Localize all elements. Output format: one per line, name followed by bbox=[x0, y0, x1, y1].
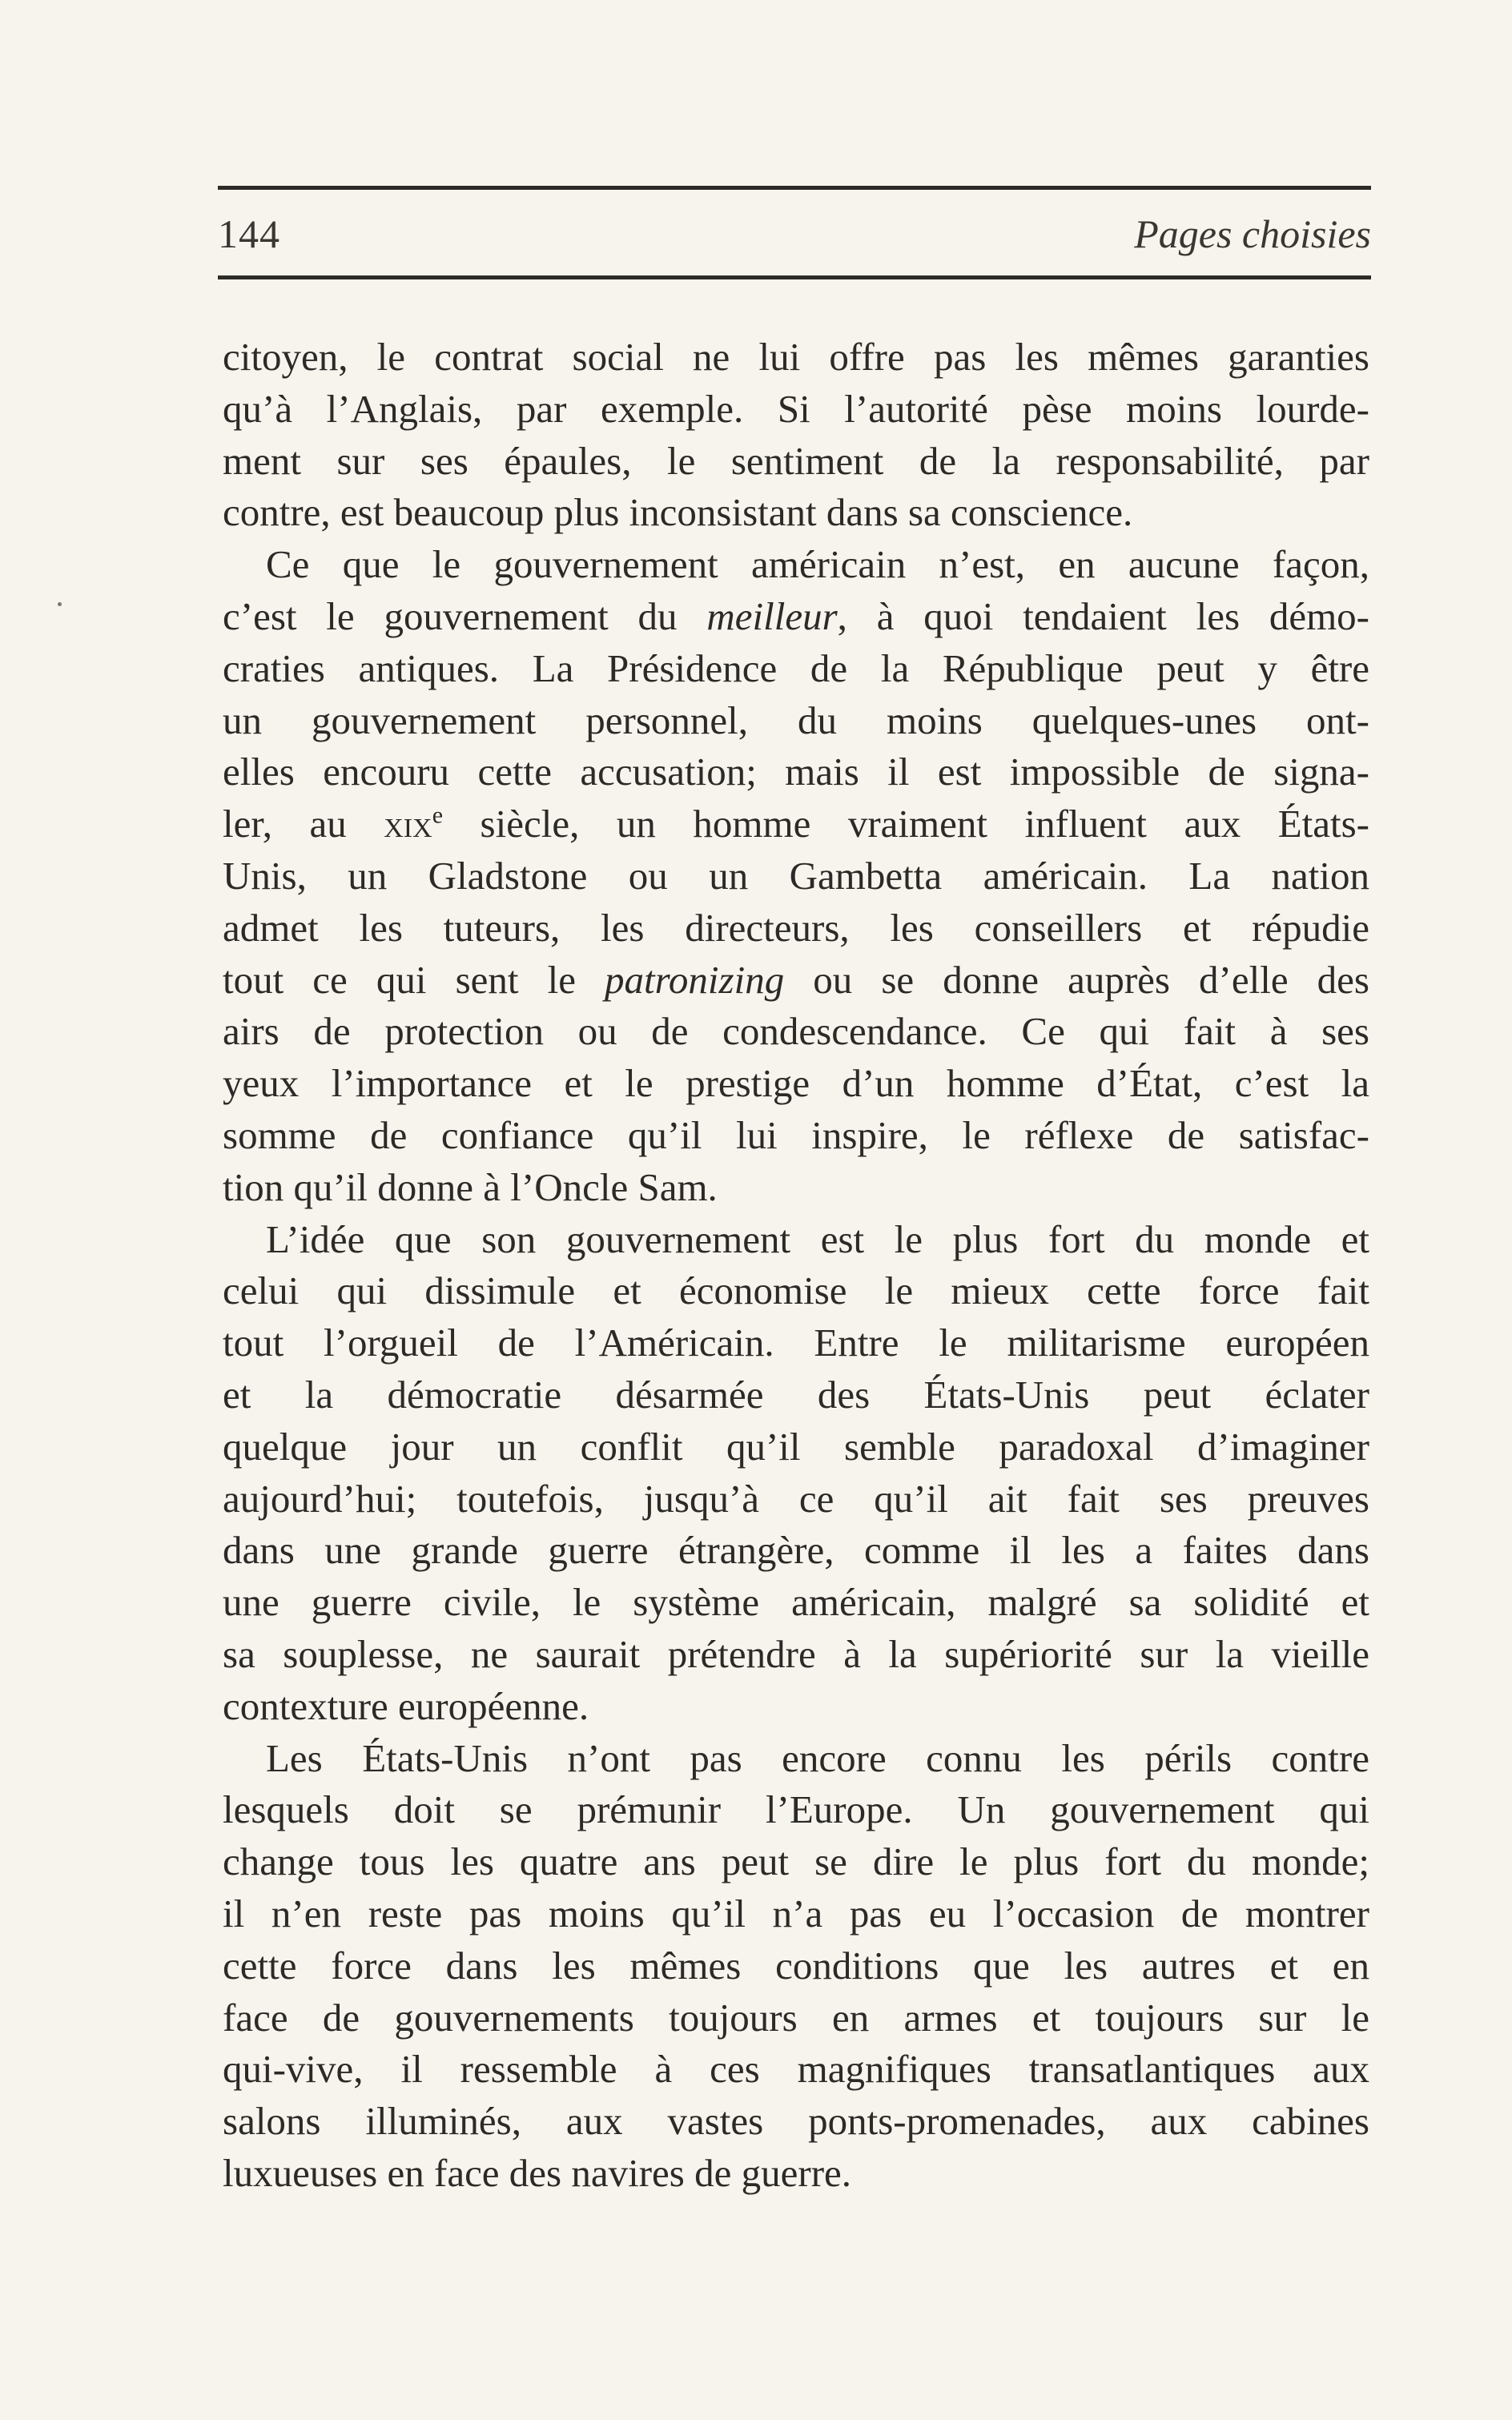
text-line-18: L’idée que son gouvernement est le plus fort du monde et bbox=[266, 1216, 1369, 1261]
text-line-14: airs de protection ou de condescendance. Ce qui fait à ses bbox=[223, 1009, 1369, 1054]
text-line-8: un gouvernement personnel, du moins quelques-unes ont- bbox=[223, 697, 1369, 742]
text-line-4: contre, est beaucoup plus inconsistant dans sa conscience. bbox=[223, 490, 1133, 535]
text-line-25: une guerre civile, le système américain, malgré sa solidité et bbox=[223, 1580, 1369, 1625]
running-head bbox=[218, 202, 1371, 266]
text-line-21: et la démocratie désarmée des États-Unis peut éclater bbox=[223, 1372, 1369, 1417]
text-line-1: citoyen, le contrat social ne lui offre pas les mêmes garanties bbox=[223, 335, 1369, 379]
text-line-20: tout l’orgueil de l’Américain. Entre le militarisme européen bbox=[223, 1321, 1369, 1365]
text-line-30: change tous les quatre ans peut se dire le plus fort du monde; bbox=[223, 1839, 1369, 1884]
text-line-11: Unis, un Gladstone ou un Gambetta américain. La nation bbox=[223, 853, 1369, 898]
text-line-27: contexture européenne. bbox=[223, 1683, 589, 1728]
text-line-22: quelque jour un conflit qu’il semble paradoxal d’imaginer bbox=[223, 1424, 1369, 1469]
text-line-12: admet les tuteurs, les directeurs, les conseillers et répudie bbox=[223, 905, 1369, 950]
header-rule-bottom bbox=[218, 275, 1371, 279]
text-line-15: yeux l’importance et le prestige d’un homme d’État, c’est la bbox=[223, 1061, 1369, 1106]
text-line-28: Les États-Unis n’ont pas encore connu les périls contre bbox=[266, 1735, 1369, 1780]
text-line-17: tion qu’il donne à l’Oncle Sam. bbox=[223, 1164, 718, 1209]
text-line-29: lesquels doit se prémunir l’Europe. Un gouvernement qui bbox=[223, 1787, 1369, 1832]
text-line-13: tout ce qui sent le patronizing ou se donne auprès d’elle des bbox=[223, 957, 1369, 1002]
text-line-6: c’est le gouvernement du meilleur, à quoi tendaient les démo- bbox=[223, 593, 1369, 638]
text-line-5: Ce que le gouvernement américain n’est, en aucune façon, bbox=[266, 542, 1369, 587]
text-line-23: aujourd’hui; toutefois, jusqu’à ce qu’il ait fait ses preuves bbox=[223, 1476, 1369, 1521]
header-rule-top bbox=[218, 186, 1371, 190]
text-line-10: ler, au xix$^e$ siècle, un homme vraiment influent aux États- bbox=[223, 802, 1369, 846]
page-number: 144 bbox=[218, 211, 280, 256]
margin-speck bbox=[58, 602, 62, 606]
text-line-3: ment sur ses épaules, le sentiment de la responsabilité, par bbox=[223, 438, 1369, 483]
text-line-9: elles encouru cette accusation; mais il est impossible de signa- bbox=[223, 750, 1369, 794]
running-title: Pages choisies bbox=[1134, 211, 1371, 256]
body-text bbox=[223, 332, 1369, 2200]
text-line-2: qu’à l’Anglais, par exemple. Si l’autorité pèse moins lourde- bbox=[223, 386, 1369, 431]
text-line-24: dans une grande guerre étrangère, comme il les a faites dans bbox=[223, 1528, 1369, 1573]
text-line-36: luxueuses en face des navires de guerre. bbox=[223, 2150, 852, 2195]
text-line-7: craties antiques. La Présidence de la République peut y être bbox=[223, 645, 1369, 690]
text-line-19: celui qui dissimule et économise le mieux cette force fait bbox=[223, 1268, 1369, 1313]
text-line-33: face de gouvernements toujours en armes et toujours sur le bbox=[223, 1995, 1369, 2040]
text-line-16: somme de confiance qu’il lui inspire, le réflexe de satisfac- bbox=[223, 1112, 1369, 1157]
text-line-34: qui-vive, il ressemble à ces magnifiques transatlantiques aux bbox=[223, 2047, 1369, 2092]
text-line-26: sa souplesse, ne saurait prétendre à la supériorité sur la vieille bbox=[223, 1631, 1369, 1676]
text-line-31: il n’en reste pas moins qu’il n’a pas eu l’occasion de montrer bbox=[223, 1891, 1369, 1936]
text-line-35: salons illuminés, aux vastes ponts-promenades, aux cabines bbox=[223, 2099, 1369, 2144]
text-line-32: cette force dans les mêmes conditions que les autres et en bbox=[223, 1943, 1369, 1988]
